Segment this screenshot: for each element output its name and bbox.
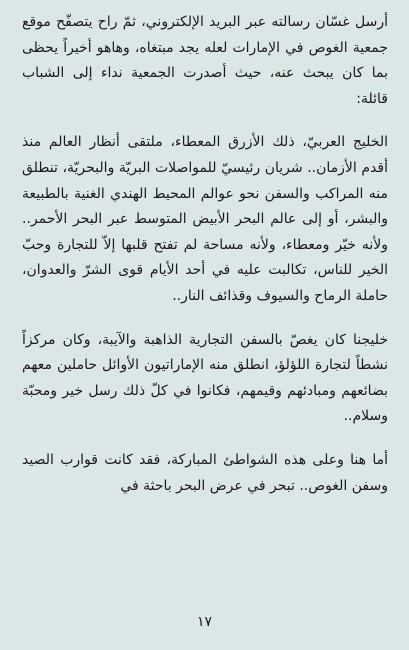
page-number: ١٧ bbox=[196, 614, 213, 630]
paragraph-gulf: الخليج العربيّ، ذلك الأزرق المعطاء، ملتقى أنظار العالم منذ أقدم الأزمان.. شريان رئيسيّ للمواصلات البريّة والبحريّة، تنطلق منه المراكب والسفن نحو عوالم المحيط الهندي الغنية بالطبيعة والبشر، أو إلى عالم البحر الأبيض المتوسط عبر البحر الأحمر.. ولأنه خيّر ومعطاء، ولأنه مساحة لم تفتح قلبها إلاّ للتجارة وحبّ الخير للناس، تكالبت عليه في أحد الأيام قوى الشرّ والعدوان، حاملة الرماح والسيوف وقذائف النار.. bbox=[22, 134, 388, 304]
paragraph-intro: أرسل غسّان رسالته عبر البريد الإلكتروني، ثمّ راح يتصفّح موقع جمعية الغوص في الإمارات لعله يجد مبتغاه، وهاهو أخيراً يحظى بما كان يبحث عنه، حيث أصدرت الجمعية نداء إلى الشباب قائلة: bbox=[22, 14, 388, 107]
paragraph-trade: خليجنا كان يغصّ بالسفن التجارية الذاهبة والآيبة، وكان مركزاً نشطاً لتجارة اللؤلؤ، انطلق منه الإماراتيون الأوائل حاملين معهم بضائعهم ومبادئهم وقيمهم، فكانوا في كلّ ذلك رسل خير ومحبّة وسلام.. bbox=[22, 331, 388, 425]
body-text bbox=[22, 10, 388, 499]
paragraph-shores: أما هنا وعلى هذه الشواطئ المباركة، فقد كانت قوارب الصيد وسفن الغوص.. تبحر في عرض البحر باحثة في bbox=[22, 451, 388, 494]
